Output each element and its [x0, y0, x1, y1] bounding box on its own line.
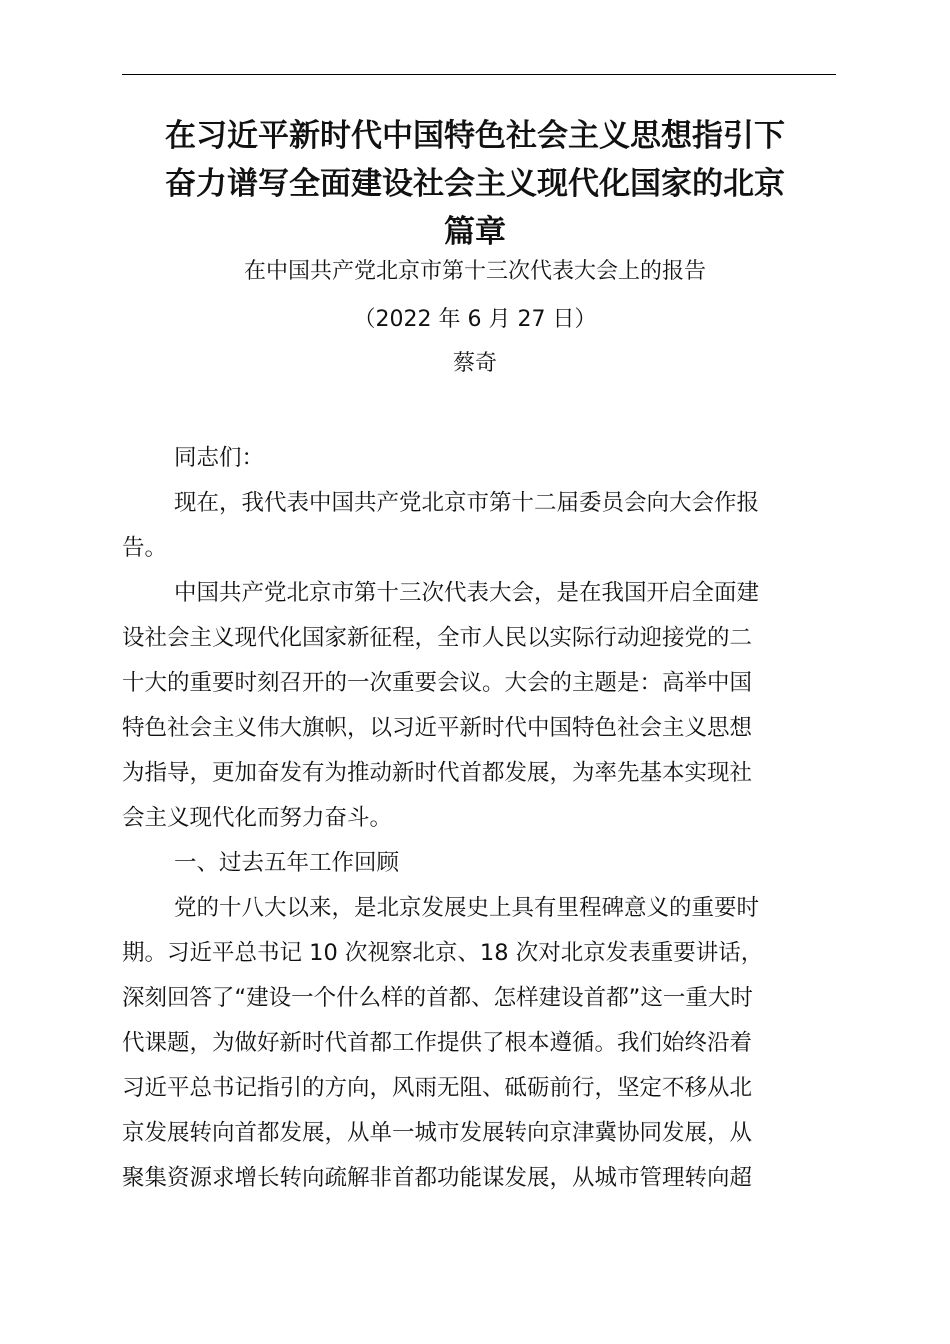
title-line: 篇章	[444, 214, 506, 250]
body-line: 会主义现代化而努力奋斗。	[122, 805, 393, 831]
body-line: 期。习近平总书记 10 次视察北京、18 次对北京发表重要讲话，	[122, 940, 764, 966]
body-line: 十大的重要时刻召开的一次重要会议。大会的主题是：高举中国	[122, 670, 753, 696]
body-line: 现在，我代表中国共产党北京市第十二届委员会向大会作报	[174, 490, 760, 516]
body-line: 设社会主义现代化国家新征程，全市人民以实际行动迎接党的二	[122, 625, 753, 651]
body-line: 聚集资源求增长转向疏解非首都功能谋发展，从城市管理转向超	[122, 1165, 753, 1191]
body-line: 京发展转向首都发展，从单一城市发展转向京津冀协同发展，从	[122, 1120, 753, 1146]
body-line: 为指导，更加奋发有为推动新时代首都发展，为率先基本实现社	[122, 760, 753, 786]
body-line: 代课题，为做好新时代首都工作提供了根本遵循。我们始终沿着	[122, 1030, 753, 1056]
body-line: 告。	[122, 535, 168, 561]
document-subtitle: 在中国共产党北京市第十三次代表大会上的报告	[243, 259, 706, 284]
body-line: 特色社会主义伟大旗帜，以习近平新时代中国特色社会主义思想	[122, 715, 753, 741]
body-line: 党的十八大以来，是北京发展史上具有里程碑意义的重要时	[174, 895, 760, 921]
document-date: （2022 年 6 月 27 日）	[353, 307, 597, 332]
header-rule	[122, 74, 836, 75]
body-line: 深刻回答了“建设一个什么样的首都、怎样建设首都”这一重大时	[122, 985, 753, 1011]
title-line: 在习近平新时代中国特色社会主义思想指引下	[165, 118, 785, 154]
document-title	[100, 112, 850, 256]
body-line: 中国共产党北京市第十三次代表大会，是在我国开启全面建	[174, 580, 760, 606]
salutation: 同志们：	[174, 445, 265, 471]
title-line: 奋力谱写全面建设社会主义现代化国家的北京	[165, 166, 785, 202]
body-line: 习近平总书记指引的方向，风雨无阻、砥砺前行，坚定不移从北	[122, 1075, 753, 1101]
document-author: 蔡奇	[452, 351, 497, 376]
section-heading: 一、过去五年工作回顾	[174, 850, 400, 876]
document-body	[122, 436, 842, 1201]
